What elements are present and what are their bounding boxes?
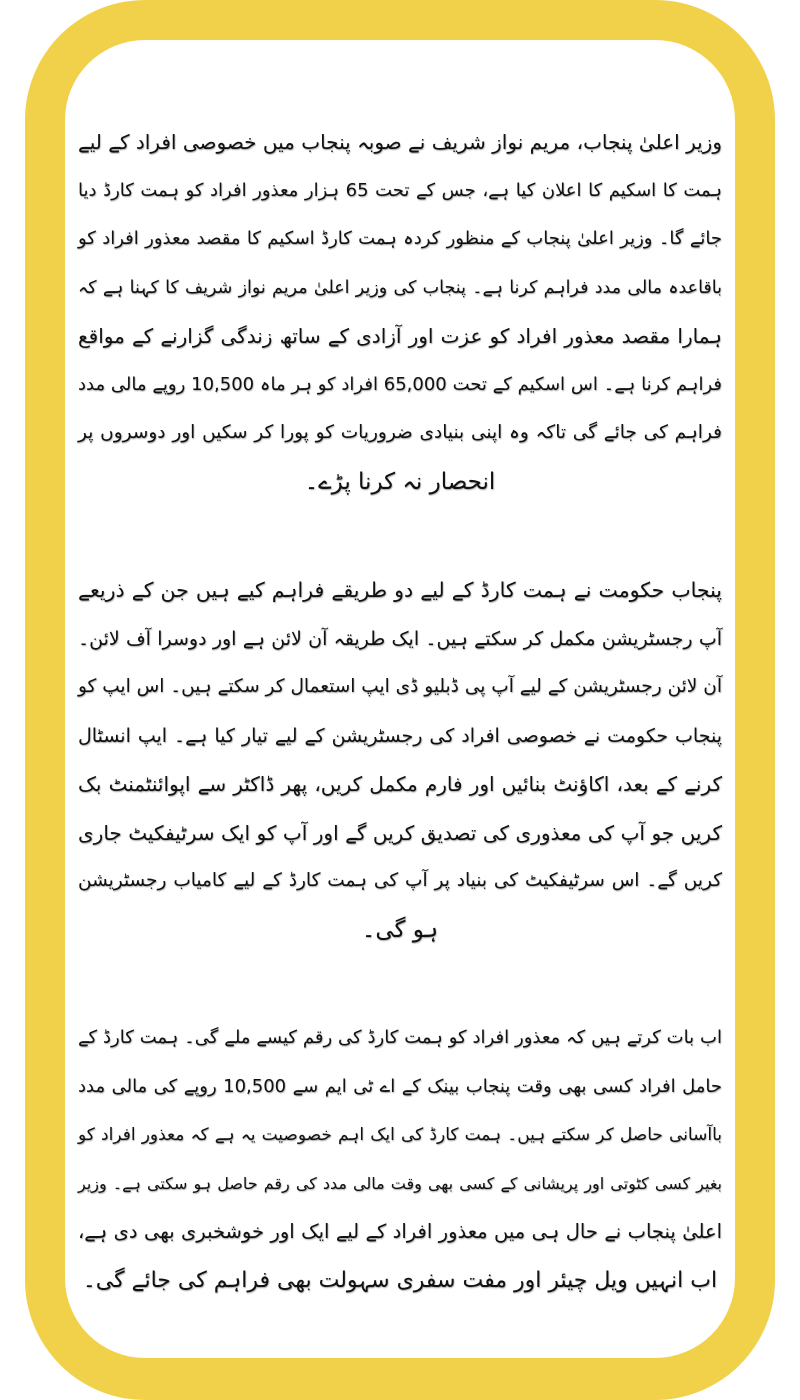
text-line: ہو گی۔ [361,916,439,943]
article-body [78,118,722,1305]
text-line: بغیر کسی کٹوتی اور پریشانی کے کسی بھی وقت مالی مدد کی رقم حاصل ہو سکتی ہے۔ وزیر [78,1173,722,1193]
paragraph-registration-methods [78,566,722,954]
text-line: انحصار نہ کرنا پڑے۔ [304,468,496,495]
text-line: ہمت کا اسکیم کا اعلان کیا ہے، جس کے تحت 65 ہزار معذور افراد کو ہمت کارڈ دیا [78,179,722,201]
text-line: پنجاب حکومت نے ہمت کارڈ کے لیے دو طریقے فراہم کیے ہیں جن کے ذریعے [78,578,722,602]
paragraph-payment-details [78,1014,722,1305]
text-line: وزیر اعلیٰ پنجاب، مریم نواز شریف نے صوبہ پنجاب میں خصوصی افراد کے لیے [78,130,722,154]
text-line: اعلیٰ پنجاب نے حال ہی میں معذور افراد کے لیے ایک اور خوشخبری بھی دی ہے، [78,1220,722,1243]
text-line: کریں گے۔ اس سرٹیفکیٹ کی بنیاد پر آپ کی ہمت کارڈ کے لیے کامیاب رجسٹریشن [78,870,722,891]
text-line: فراہم کرنا ہے۔ اس اسکیم کے تحت 65,000 افراد کو ہر ماہ 10,500 روپے مالی مدد [78,373,722,395]
text-line: ہمارا مقصد معذور افراد کو عزت اور آزادی کے ساتھ زندگی گزارنے کے مواقع [78,324,722,348]
text-line: اب بات کرتے ہیں کہ معذور افراد کو ہمت کارڈ کی رقم کیسے ملے گی۔ ہمت کارڈ کے [78,1027,722,1048]
text-line: آپ رجسٹریشن مکمل کر سکتے ہیں۔ ایک طریقہ آن لائن ہے اور دوسرا آف لائن۔ [78,627,722,650]
text-line: اب انہیں ویل چیئر اور مفت سفری سہولت بھی فراہم کی جائے گی۔ [82,1267,718,1293]
text-line: آن لائن رجسٹریشن کے لیے آپ پی ڈبلیو ڈی ایپ استعمال کر سکتے ہیں۔ اس ایپ کو [78,676,722,697]
text-line: باآسانی حاصل کر سکتے ہیں۔ ہمت کارڈ کی ایک اہم خصوصیت یہ ہے کہ معذور افراد کو [78,1125,722,1145]
text-line: پنجاب حکومت نے خصوصی افراد کی رجسٹریشن کے لیے تیار کیا ہے۔ ایپ انسٹال [78,724,722,747]
text-line: حامل افراد کسی بھی وقت پنجاب بینک کے اے ٹی ایم سے 10,500 روپے کی مالی مدد [78,1075,723,1097]
text-line: جائے گا۔ وزیر اعلیٰ پنجاب کے منظور کردہ ہمت کارڈ اسکیم کا مقصد معذور افراد کو [78,228,722,249]
text-line: فراہم کی جائے گی تاکہ وہ اپنی بنیادی ضروریات کو پورا کر سکیں اور دوسروں پر [78,422,722,443]
paragraph-himmat-card-announcement [78,118,722,506]
text-line: باقاعدہ مالی مدد فراہم کرنا ہے۔ پنجاب کی وزیر اعلیٰ مریم نواز شریف کا کہنا ہے کہ [78,277,722,298]
text-line: کرنے کے بعد، اکاؤنٹ بنائیں اور فارم مکمل کریں، پھر ڈاکٹر سے اپوائنٹمنٹ بک [78,772,722,796]
text-line: کریں جو آپ کی معذوری کی تصدیق کریں گے اور آپ کو ایک سرٹیفکیٹ جاری [78,820,722,845]
